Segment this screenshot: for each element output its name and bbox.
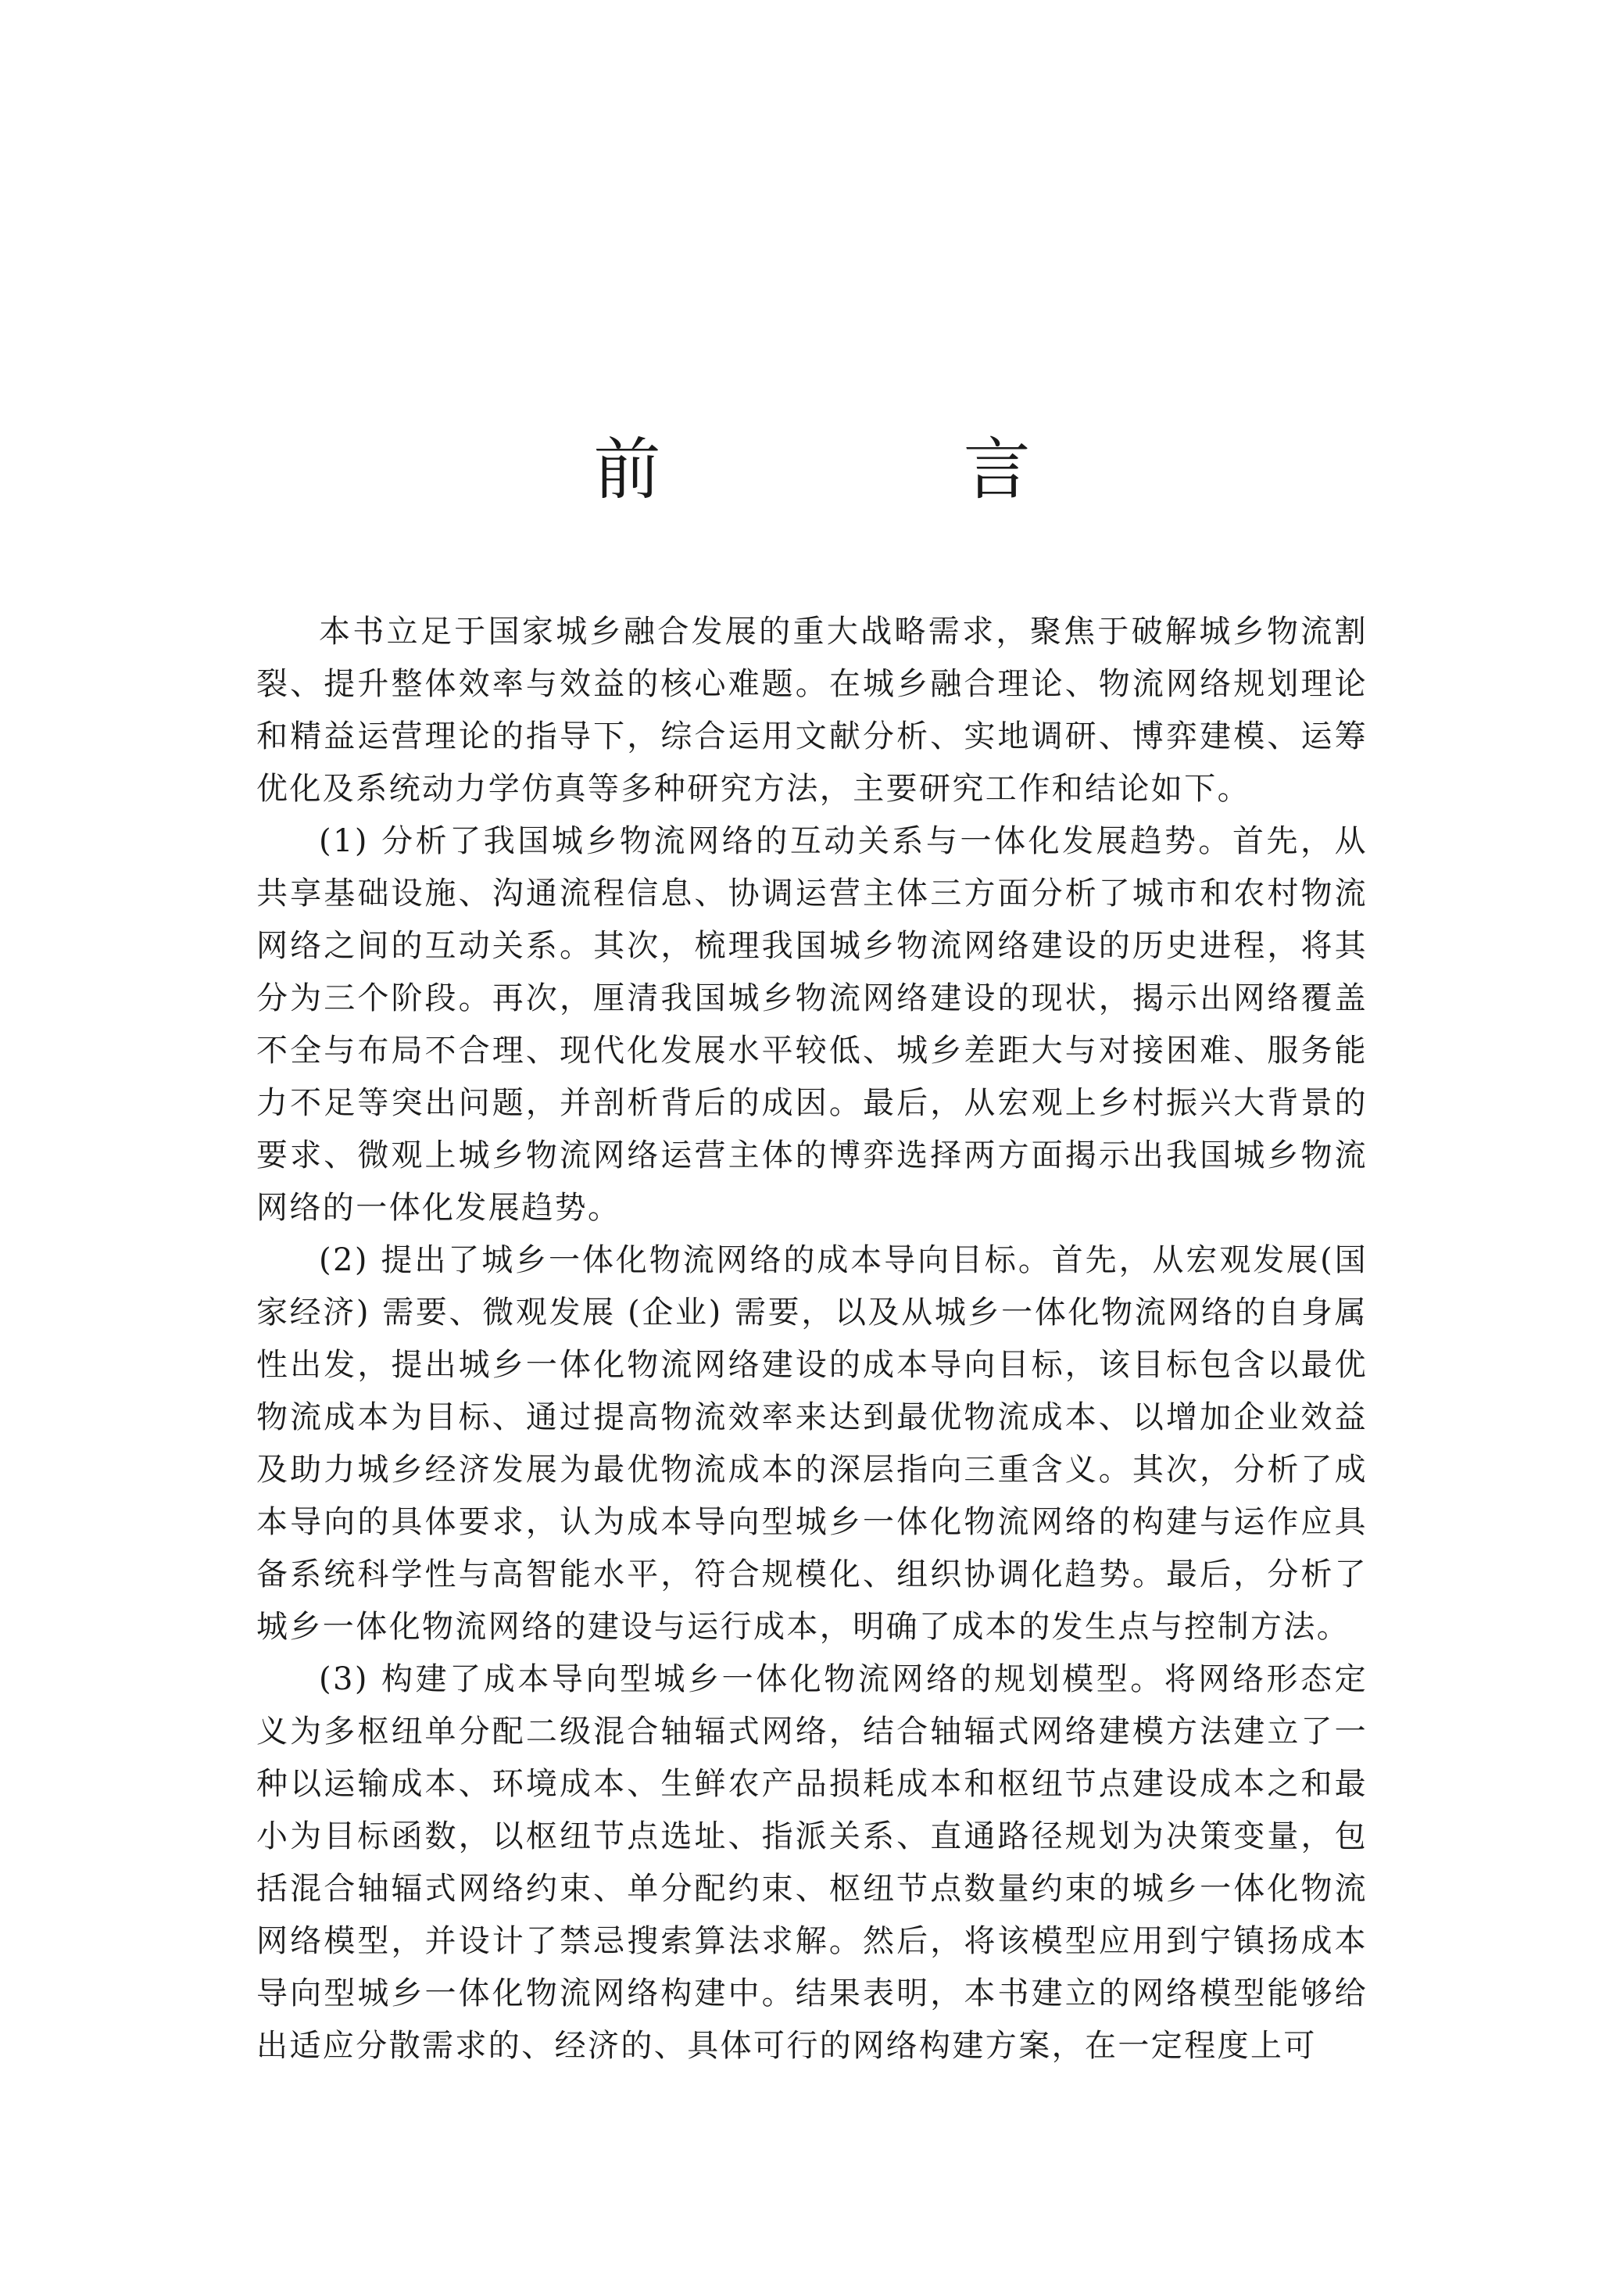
paragraph-2: (2) 提出了城乡一体化物流网络的成本导向目标。首先，从宏观发展(国家经济) 需要、微观发展 (企业) 需要，以及从城乡一体化物流网络的自身属性出发，提出城乡一体化物流网络建设的成本导向目标，该目标包含以最优物流成本为目标、通过提高物流效率来达到最优物流成本、以增加企业效益及助力城乡经济发展为最优物流成本的深层指向三重含义。其次，分析了成本导向的具体要求，认为成本导向型城乡一体化物流网络的构建与运作应具备系统科学性与高智能水平，符合规模化、组织协调化趋势。最后，分析了城乡一体化物流网络的建设与运行成本，明确了成本的发生点与控制方法。 [256,1242,1368,1645]
paragraph-intro: 本书立足于国家城乡融合发展的重大战略需求，聚焦于破解城乡物流割裂、提升整体效率与效益的核心难题。在城乡融合理论、物流网络规划理论和精益运营理论的指导下，综合运用文献分析、实地调研、博弈建模、运筹优化及系统动力学仿真等多种研究方法，主要研究工作和结论如下。 [256,614,1368,807]
body-text [256,606,1368,2072]
paragraph-3: (3) 构建了成本导向型城乡一体化物流网络的规划模型。将网络形态定义为多枢纽单分配二级混合轴辐式网络，结合轴辐式网络建模方法建立了一种以运输成本、环境成本、生鲜农产品损耗成本和枢纽节点建设成本之和最小为目标函数，以枢纽节点选址、指派关系、直通路径规划为决策变量，包括混合轴辐式网络约束、单分配约束、枢纽节点数量约束的城乡一体化物流网络模型，并设计了禁忌搜索算法求解。然后，将该模型应用到宁镇扬成本导向型城乡一体化物流网络构建中。结果表明，本书建立的网络模型能够给出适应分散需求的、经济的、具体可行的网络构建方案，在一定程度上可 [256,1661,1368,2064]
page-title: 前 言 [593,430,1171,509]
paragraph-1: (1) 分析了我国城乡物流网络的互动关系与一体化发展趋势。首先，从共享基础设施、沟通流程信息、协调运营主体三方面分析了城市和农村物流网络之间的互动关系。其次，梳理我国城乡物流网络建设的历史进程，将其分为三个阶段。再次，厘清我国城乡物流网络建设的现状，揭示出网络覆盖不全与布局不合理、现代化发展水平较低、城乡差距大与对接困难、服务能力不足等突出问题，并剖析背后的成因。最后，从宏观上乡村振兴大背景的要求、微观上城乡物流网络运营主体的博弈选择两方面揭示出我国城乡物流网络的一体化发展趋势。 [256,823,1368,1226]
